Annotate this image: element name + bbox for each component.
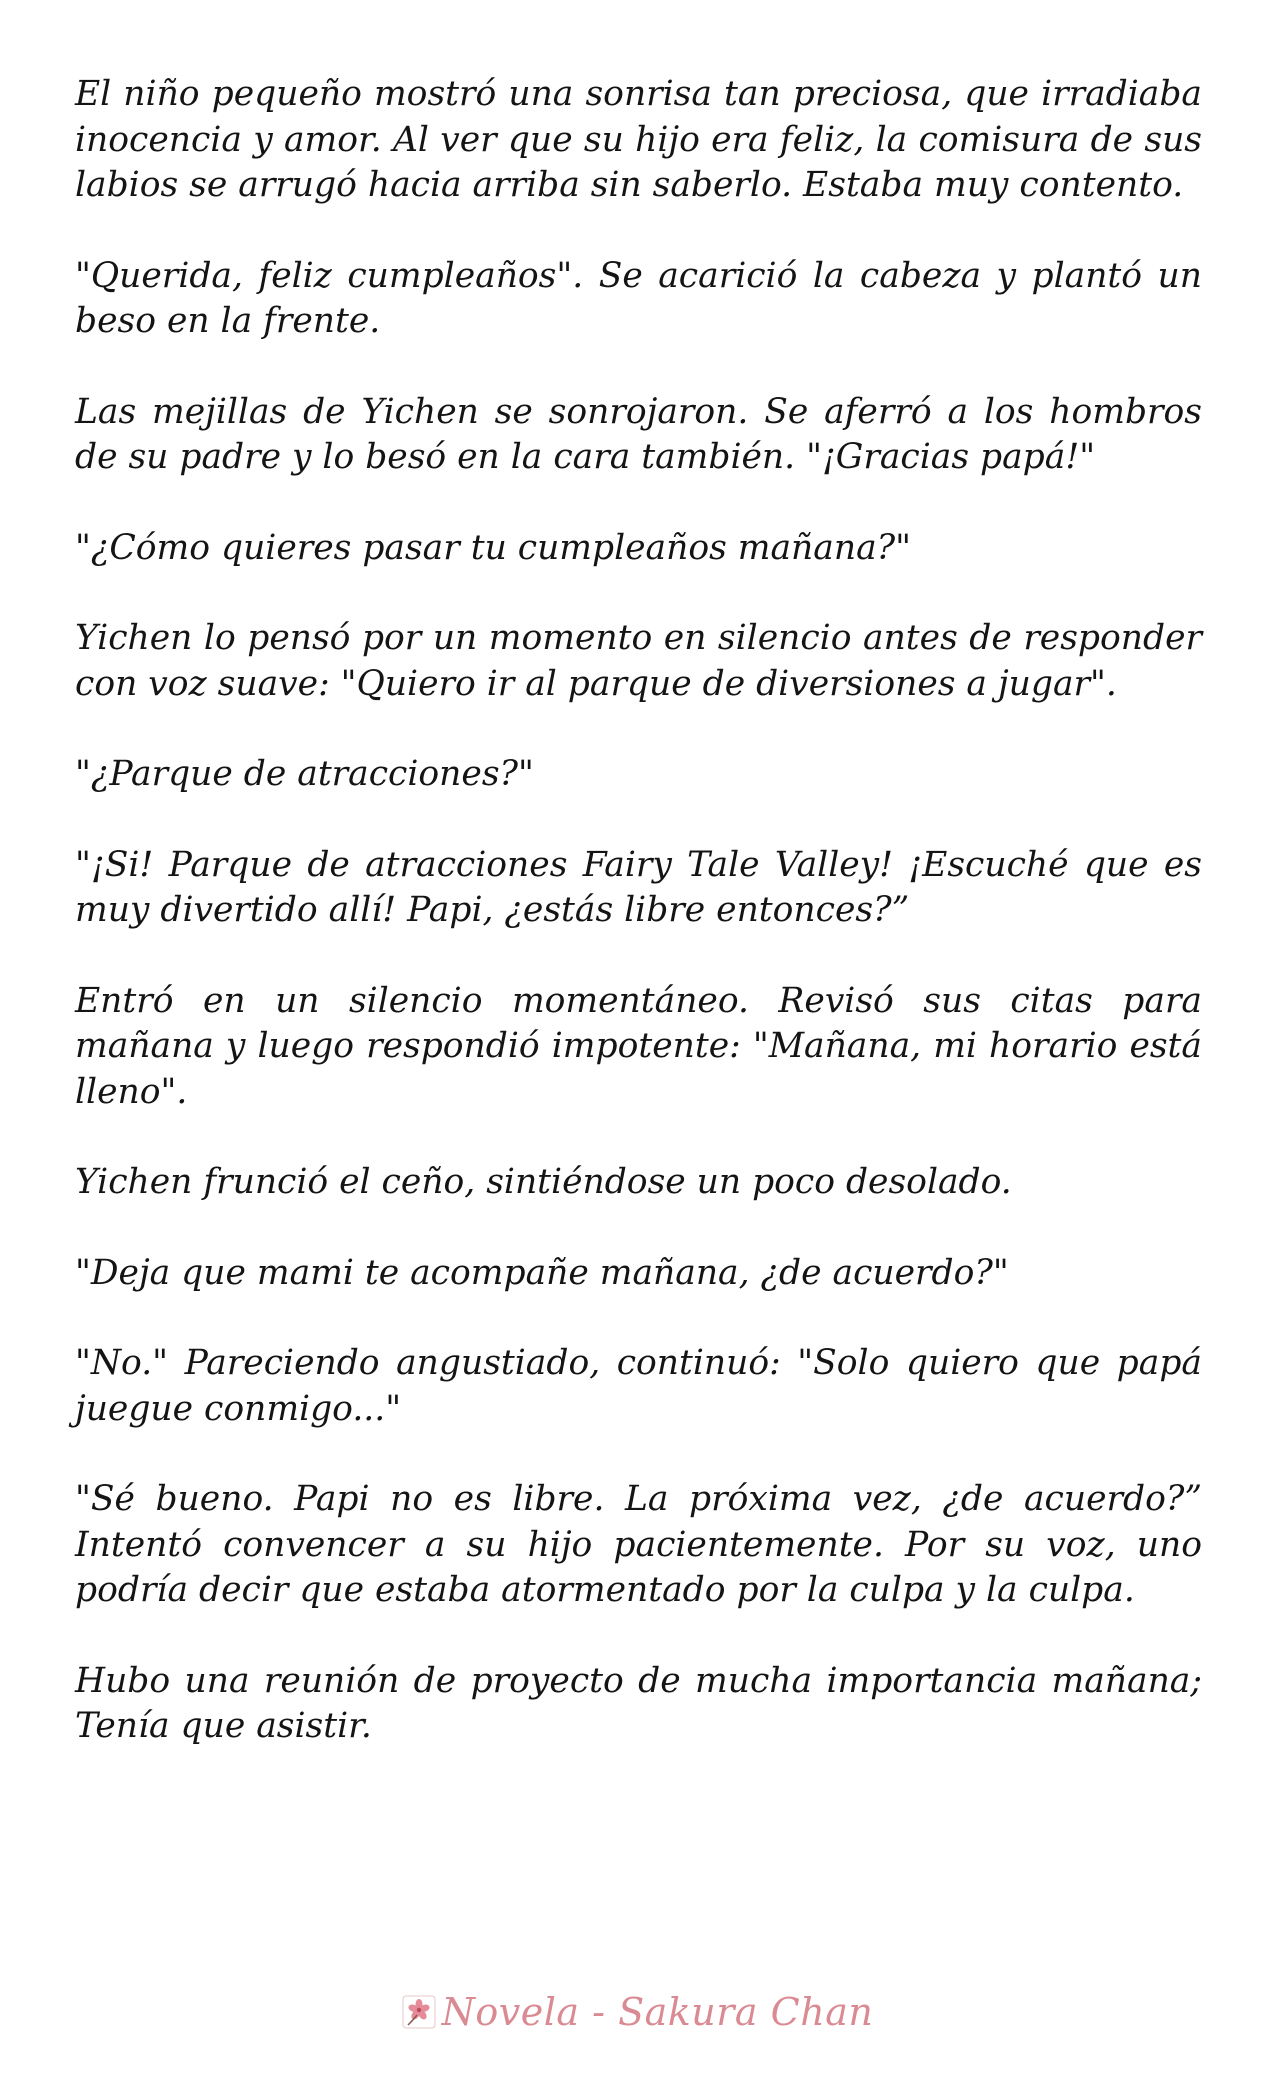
paragraph: "No." Pareciendo angustiado, continuó: "Solo quiero que papá juegue conmigo..." — [75, 1343, 1202, 1429]
paragraph: "¿Parque de atracciones?" — [75, 754, 534, 794]
paragraph: Yichen lo pensó por un momento en silencio antes de responder con voz suave: "Quiero ir al parque de diversiones a jugar". — [75, 618, 1202, 704]
watermark-footer — [0, 1990, 1275, 2034]
paragraph: "Querida, feliz cumpleaños". Se acarició la cabeza y plantó un beso en la frente. — [75, 255, 1202, 341]
paragraph: Entró en un silencio momentáneo. Revisó sus citas para mañana y luego respondió impotente: "Mañana, mi horario está lleno". — [75, 980, 1202, 1112]
paragraph: Las mejillas de Yichen se sonrojaron. Se aferró a los hombros de su padre y lo besó en la cara también. "¡Gracias papá!" — [75, 391, 1202, 477]
paragraph: "¿Cómo quieres pasar tu cumpleaños mañana?" — [75, 527, 912, 568]
paragraph: "¡Si! Parque de atracciones Fairy Tale Valley! ¡Escuché que es muy divertido allí! Papi, ¿estás libre entonces?” — [75, 844, 1202, 930]
paragraph: Hubo una reunión de proyecto de mucha importancia mañana; Tenía que asistir. — [75, 1660, 1202, 1746]
paragraph: El niño pequeño mostró una sonrisa tan preciosa, que irradiaba inocencia y amor. Al ver que su hijo era feliz, la comisura de sus labios se arrugó hacia arriba sin saberlo. Estaba muy contento. — [75, 74, 1202, 205]
chapter-text — [75, 72, 1202, 1795]
footer-text: Novela - Sakura Chan — [441, 1990, 874, 2034]
paragraph: Yichen frunció el ceño, sintiéndose un poco desolado. — [75, 1162, 1012, 1202]
paragraph: "Sé bueno. Papi no es libre. La próxima vez, ¿de acuerdo?” Intentó convencer a su hijo pacientemente. Por su voz, uno podría decir que estaba atormentado por la culpa y la culpa. — [75, 1479, 1202, 1610]
paragraph: "Deja que mami te acompañe mañana, ¿de acuerdo?" — [75, 1252, 1009, 1293]
sakura-flower-icon — [402, 1994, 436, 2028]
